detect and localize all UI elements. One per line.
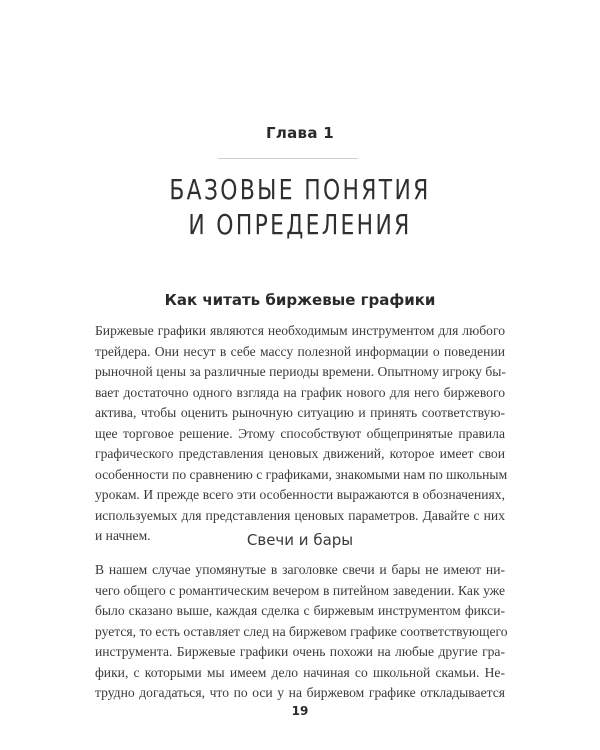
text-line: используемых для представления ценовых параметров. Давайте с них (95, 507, 505, 523)
section-heading: Как читать биржевые графики (164, 291, 436, 309)
text-line: актива, чтобы оценить рыночную ситуацию и принять соответствую- (95, 405, 505, 420)
text-line: руется, то есть оставляет след на биржевом графике соответствующего (95, 623, 508, 639)
chapter-title-line: И ОПРЕДЕЛЕНИЯ (188, 208, 412, 241)
text-line: фики, с которыми мы имеем дело начиная со школьной скамьи. Не- (95, 664, 505, 680)
text-line: Биржевые графики являются необходимым инструментом для любого (95, 323, 505, 338)
text-line: чего общего с романтическим вечером в питейном заведении. Как уже (95, 582, 505, 598)
chapter-label: Глава 1 (265, 124, 335, 142)
text-line: и начнем. (95, 528, 151, 543)
page-number: 19 (291, 704, 309, 718)
text-line: урокам. И прежде всего эти особенности выражаются в обозначениях, (95, 487, 505, 502)
text-line: вает достаточно одного взгляда на график нового для него биржевого (95, 384, 505, 400)
text-line: трейдера. Они несут в себе массу полезной информации о поведении (95, 343, 505, 359)
subsection-paragraph (95, 560, 508, 704)
text-line: было сказано выше, каждая сделка с биржевым инструментом фикси- (95, 603, 505, 618)
text-line: инструмента. Биржевые графики очень похожи на любые другие гра- (95, 644, 505, 659)
section-paragraph (95, 321, 508, 547)
text-line: рыночной цены за различные периоды времени. Опытному игроку бы- (95, 364, 506, 379)
subsection-heading: Свечи и бары (246, 531, 354, 549)
text-line: графического представления ценовых движений, которое имеет свои (95, 446, 505, 461)
chapter-title (66, 172, 534, 242)
chapter-divider (218, 158, 358, 159)
chapter-title-line: БАЗОВЫЕ ПОНЯТИЯ (169, 173, 431, 206)
text-line: щее торговое решение. Этому способствуют общепринятые правила (95, 425, 505, 441)
text-line: трудно догадаться, что по оси у на биржевом графике откладывается (95, 685, 505, 700)
text-line: В нашем случае упомянутые в заголовке свечи и бары не имеют ни- (95, 562, 505, 577)
text-line: особенности по сравнению с графиками, знакомыми нам по школьным (95, 466, 508, 482)
